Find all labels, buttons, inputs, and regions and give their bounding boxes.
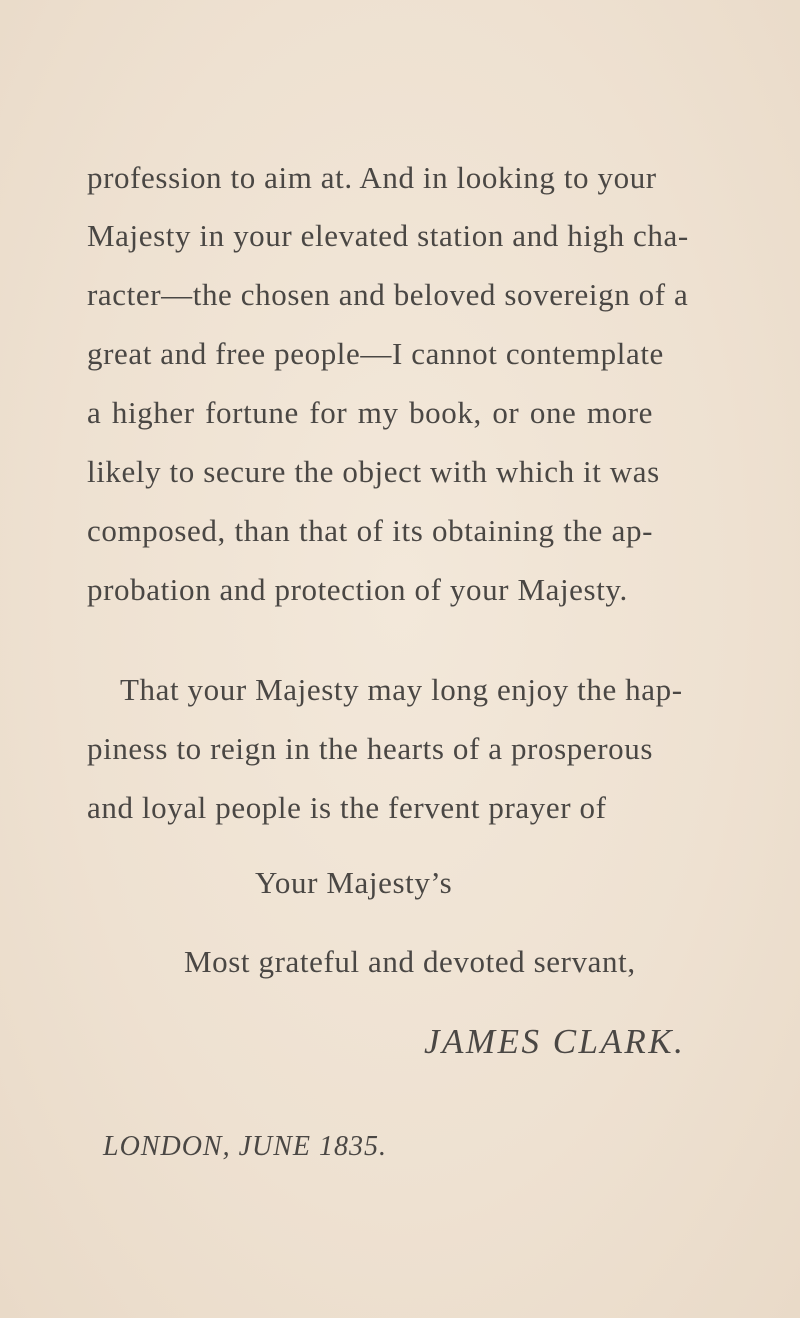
closing-line-1: Your Majesty’s	[255, 865, 453, 900]
paragraph-2-line-3: and loyal people is the fervent prayer of	[87, 790, 607, 825]
paragraph-1-line-1: profession to aim at. And in looking to your	[87, 160, 657, 195]
paragraph-1-line-7: composed, than that of its obtaining the ap-	[87, 513, 653, 548]
paragraph-1-line-2: Majesty in your elevated station and high cha-	[87, 218, 689, 253]
paragraph-1-line-8: probation and protection of your Majesty.	[87, 572, 628, 607]
closing-line-2: Most grateful and devoted servant,	[184, 944, 636, 979]
paragraph-1-line-6: likely to secure the object with which it was	[87, 454, 660, 489]
signature: JAMES CLARK.	[424, 1022, 686, 1061]
paragraph-1-line-3: racter—the chosen and beloved sovereign of a	[87, 277, 689, 312]
paragraph-1-line-4: great and free people—I cannot contemplate	[87, 336, 664, 371]
dateline: LONDON, JUNE 1835.	[103, 1131, 388, 1162]
paragraph-1-line-5: a higher fortune for my book, or one more	[87, 395, 653, 430]
paragraph-2-line-1: That your Majesty may long enjoy the hap-	[120, 672, 683, 707]
paragraph-2-line-2: piness to reign in the hearts of a prosperous	[87, 731, 653, 766]
